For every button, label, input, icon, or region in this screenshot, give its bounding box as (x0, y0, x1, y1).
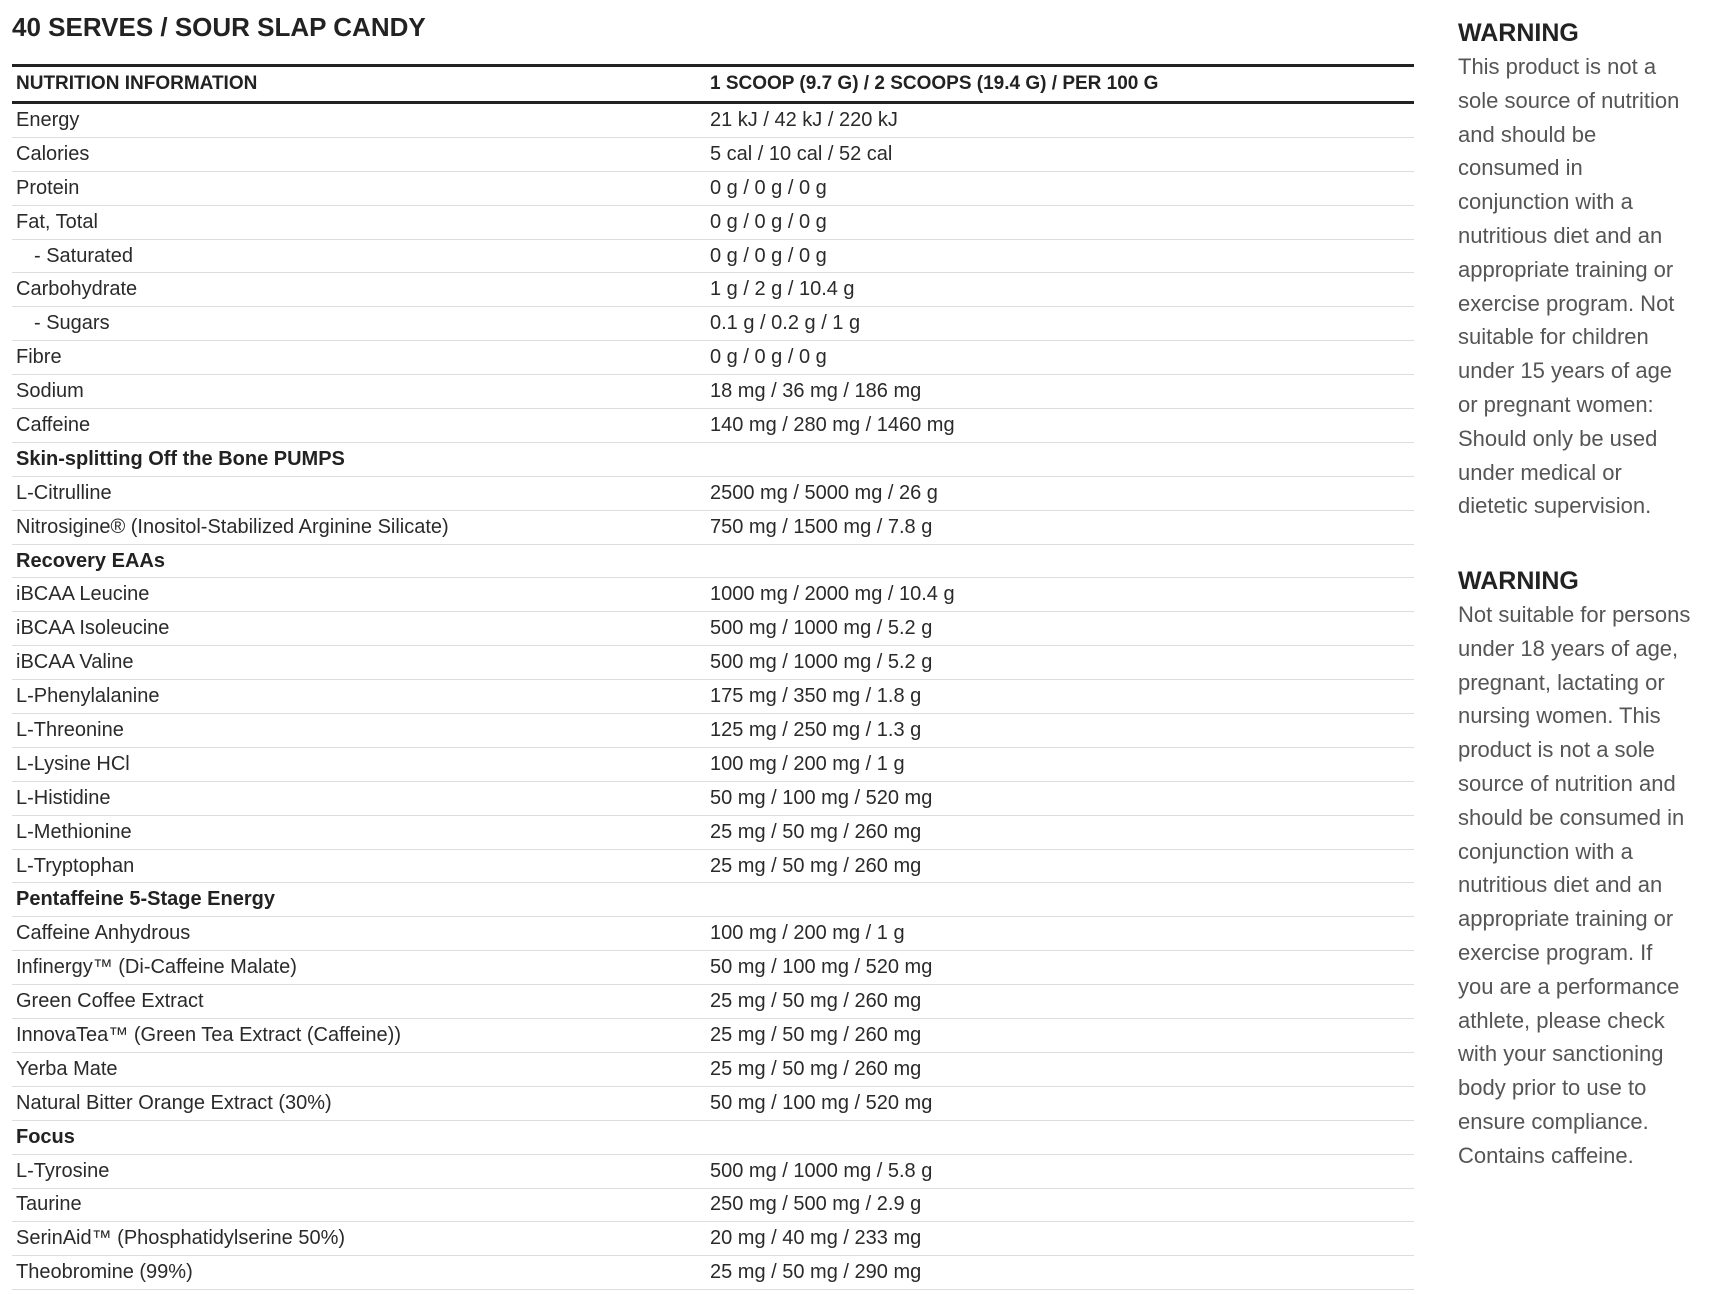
nutrient-label: L-Phenylalanine (12, 680, 706, 714)
warning-line: Contains caffeine. (1458, 1142, 1634, 1168)
table-row (12, 137, 1414, 171)
warning-line: conjunction with a (1458, 189, 1633, 215)
warning-line: with your sanctioning (1458, 1041, 1664, 1067)
nutrient-amounts: 0 g / 0 g / 0 g (706, 239, 1414, 273)
nutrient-amounts: 500 mg / 1000 mg / 5.8 g (706, 1154, 1414, 1188)
table-row (12, 1154, 1414, 1188)
nutrient-label: Green Coffee Extract (12, 985, 706, 1019)
warning-line: source of nutrition and (1458, 770, 1676, 796)
nutrient-amounts: 21 kJ / 42 kJ / 220 kJ (706, 103, 1414, 138)
nutrient-amounts: 25 mg / 50 mg / 260 mg (706, 1019, 1414, 1053)
warning-line: exercise program. If (1458, 939, 1653, 965)
table-row (12, 815, 1414, 849)
warning-line: consumed in (1458, 155, 1583, 181)
nutrient-label: Yerba Mate (12, 1052, 706, 1086)
nutrient-amounts: 1 g / 2 g / 10.4 g (706, 273, 1414, 307)
nutrient-label: Protein (12, 171, 706, 205)
nutrient-amounts: 25 mg / 50 mg / 260 mg (706, 849, 1414, 883)
nutrient-label: Taurine (12, 1188, 706, 1222)
nutrient-amounts (706, 544, 1414, 578)
table-row (12, 1222, 1414, 1256)
table-row (12, 273, 1414, 307)
warning-line: you are a performance (1458, 973, 1680, 999)
nutrient-label: iBCAA Isoleucine (12, 612, 706, 646)
nutrient-amounts: 25 mg / 50 mg / 260 mg (706, 985, 1414, 1019)
nutrient-amounts: 0 g / 0 g / 0 g (706, 341, 1414, 375)
column-header-amounts: 1 SCOOP (9.7 G) / 2 SCOOPS (19.4 G) / PER 100 G (710, 73, 1159, 94)
nutrient-amounts: 2500 mg / 5000 mg / 26 g (706, 476, 1414, 510)
nutrient-amounts: 0 g / 0 g / 0 g (706, 205, 1414, 239)
section-heading: Skin-splitting Off the Bone PUMPS (12, 442, 706, 476)
table-row (12, 1188, 1414, 1222)
nutrient-amounts (706, 1120, 1414, 1154)
nutrient-label: L-Threonine (12, 714, 706, 748)
table-row (12, 239, 1414, 273)
warning-line: exercise program. Not (1458, 290, 1675, 316)
warning-line: appropriate training or (1458, 906, 1674, 932)
warning-line: under 18 years of age, (1458, 635, 1679, 661)
warning-line: and should be (1458, 121, 1597, 147)
warning-line: nursing women. This (1458, 703, 1661, 729)
table-body (12, 103, 1414, 1290)
nutrient-label: Caffeine (12, 409, 706, 443)
nutrition-table (12, 64, 1414, 1290)
section-row (12, 1120, 1414, 1154)
warning-line: appropriate training or (1458, 256, 1674, 282)
warning-line: should be consumed in (1458, 804, 1685, 830)
table-row (12, 1019, 1414, 1053)
nutrient-label: Calories (12, 137, 706, 171)
nutrient-label: iBCAA Leucine (12, 578, 706, 612)
warning-block-1 (1458, 16, 1708, 523)
warning-line: Not suitable for persons (1458, 602, 1691, 627)
nutrient-label: - Saturated (12, 239, 706, 273)
nutrient-amounts: 18 mg / 36 mg / 186 mg (706, 375, 1414, 409)
nutrient-label: InnovaTea™ (Green Tea Extract (Caffeine)) (12, 1019, 706, 1053)
warning-heading: WARNING (1458, 567, 1579, 595)
nutrient-amounts: 50 mg / 100 mg / 520 mg (706, 1086, 1414, 1120)
warning-line: product is not a sole (1458, 737, 1655, 763)
nutrient-label: SerinAid™ (Phosphatidylserine 50%) (12, 1222, 706, 1256)
nutrient-amounts: 50 mg / 100 mg / 520 mg (706, 951, 1414, 985)
nutrient-amounts: 0 g / 0 g / 0 g (706, 171, 1414, 205)
nutrient-label: Nitrosigine® (Inositol-Stabilized Arginine Silicate) (12, 510, 706, 544)
nutrient-amounts: 20 mg / 40 mg / 233 mg (706, 1222, 1414, 1256)
section-row (12, 883, 1414, 917)
table-row (12, 849, 1414, 883)
warning-line: conjunction with a (1458, 838, 1633, 864)
warning-line: pregnant, lactating or (1458, 669, 1665, 695)
table-row (12, 307, 1414, 341)
nutrient-label: Sodium (12, 375, 706, 409)
warning-line: Should only be used (1458, 425, 1658, 451)
nutrient-amounts: 500 mg / 1000 mg / 5.2 g (706, 612, 1414, 646)
table-row (12, 747, 1414, 781)
nutrient-amounts (706, 442, 1414, 476)
nutrient-label: L-Citrulline (12, 476, 706, 510)
warning-block-2 (1458, 564, 1708, 1173)
nutrient-label: Infinergy™ (Di-Caffeine Malate) (12, 951, 706, 985)
nutrient-amounts: 25 mg / 50 mg / 260 mg (706, 815, 1414, 849)
section-heading: Pentaffeine 5-Stage Energy (12, 883, 706, 917)
table-row (12, 985, 1414, 1019)
nutrient-label: iBCAA Valine (12, 646, 706, 680)
warning-line: athlete, please check (1458, 1007, 1665, 1033)
table-row (12, 476, 1414, 510)
nutrient-label: L-Lysine HCl (12, 747, 706, 781)
table-row (12, 951, 1414, 985)
nutrient-label: L-Methionine (12, 815, 706, 849)
nutrient-label: Fat, Total (12, 205, 706, 239)
section-row (12, 442, 1414, 476)
nutrient-label: Caffeine Anhydrous (12, 917, 706, 951)
table-row (12, 612, 1414, 646)
table-row (12, 103, 1414, 138)
nutrient-amounts (706, 883, 1414, 917)
table-row (12, 714, 1414, 748)
table-row (12, 171, 1414, 205)
nutrient-label: Fibre (12, 341, 706, 375)
section-heading: Recovery EAAs (12, 544, 706, 578)
warning-text (1458, 50, 1708, 523)
warning-line: under medical or (1458, 459, 1622, 485)
warning-line: dietetic supervision. (1458, 493, 1652, 519)
warning-line: nutritious diet and an (1458, 222, 1663, 248)
table-row (12, 375, 1414, 409)
section-heading: Focus (12, 1120, 706, 1154)
table-row (12, 1052, 1414, 1086)
nutrient-label: Natural Bitter Orange Extract (30%) (12, 1086, 706, 1120)
table-header-row (12, 66, 1414, 103)
warning-line: This product is not a (1458, 54, 1657, 79)
nutrient-amounts: 25 mg / 50 mg / 290 mg (706, 1256, 1414, 1290)
warning-text (1458, 598, 1708, 1173)
nutrient-label: L-Tryptophan (12, 849, 706, 883)
nutrient-amounts: 100 mg / 200 mg / 1 g (706, 747, 1414, 781)
nutrient-amounts: 750 mg / 1500 mg / 7.8 g (706, 510, 1414, 544)
nutrient-amounts: 250 mg / 500 mg / 2.9 g (706, 1188, 1414, 1222)
table-row (12, 646, 1414, 680)
nutrient-amounts: 0.1 g / 0.2 g / 1 g (706, 307, 1414, 341)
nutrient-label: - Sugars (12, 307, 706, 341)
warning-line: suitable for children (1458, 324, 1649, 350)
nutrient-amounts: 500 mg / 1000 mg / 5.2 g (706, 646, 1414, 680)
nutrient-label: Theobromine (99%) (12, 1256, 706, 1290)
nutrient-label: Carbohydrate (12, 273, 706, 307)
table-row (12, 1256, 1414, 1290)
warning-line: nutritious diet and an (1458, 872, 1663, 898)
nutrient-amounts: 50 mg / 100 mg / 520 mg (706, 781, 1414, 815)
nutrient-amounts: 125 mg / 250 mg / 1.3 g (706, 714, 1414, 748)
warning-line: body prior to use to (1458, 1075, 1647, 1101)
table-row (12, 680, 1414, 714)
table-row (12, 781, 1414, 815)
nutrient-amounts: 175 mg / 350 mg / 1.8 g (706, 680, 1414, 714)
table-row (12, 205, 1414, 239)
nutrient-label: L-Tyrosine (12, 1154, 706, 1188)
nutrient-amounts: 5 cal / 10 cal / 52 cal (706, 137, 1414, 171)
nutrient-amounts: 1000 mg / 2000 mg / 10.4 g (706, 578, 1414, 612)
page-title: 40 SERVES / SOUR SLAP CANDY (12, 12, 426, 42)
warning-heading: WARNING (1458, 19, 1579, 47)
table-row (12, 578, 1414, 612)
nutrient-amounts: 100 mg / 200 mg / 1 g (706, 917, 1414, 951)
nutrient-amounts: 140 mg / 280 mg / 1460 mg (706, 409, 1414, 443)
table-row (12, 1086, 1414, 1120)
column-header-nutrient: NUTRITION INFORMATION (16, 73, 258, 94)
warning-line: under 15 years of age (1458, 358, 1673, 384)
warning-line: ensure compliance. (1458, 1108, 1649, 1134)
table-row (12, 341, 1414, 375)
nutrient-label: Energy (12, 103, 706, 138)
warning-line: or pregnant women: (1458, 391, 1654, 417)
table-row (12, 510, 1414, 544)
table-row (12, 917, 1414, 951)
table-row (12, 409, 1414, 443)
section-row (12, 544, 1414, 578)
nutrient-amounts: 25 mg / 50 mg / 260 mg (706, 1052, 1414, 1086)
nutrient-label: L-Histidine (12, 781, 706, 815)
warning-line: sole source of nutrition (1458, 87, 1680, 113)
